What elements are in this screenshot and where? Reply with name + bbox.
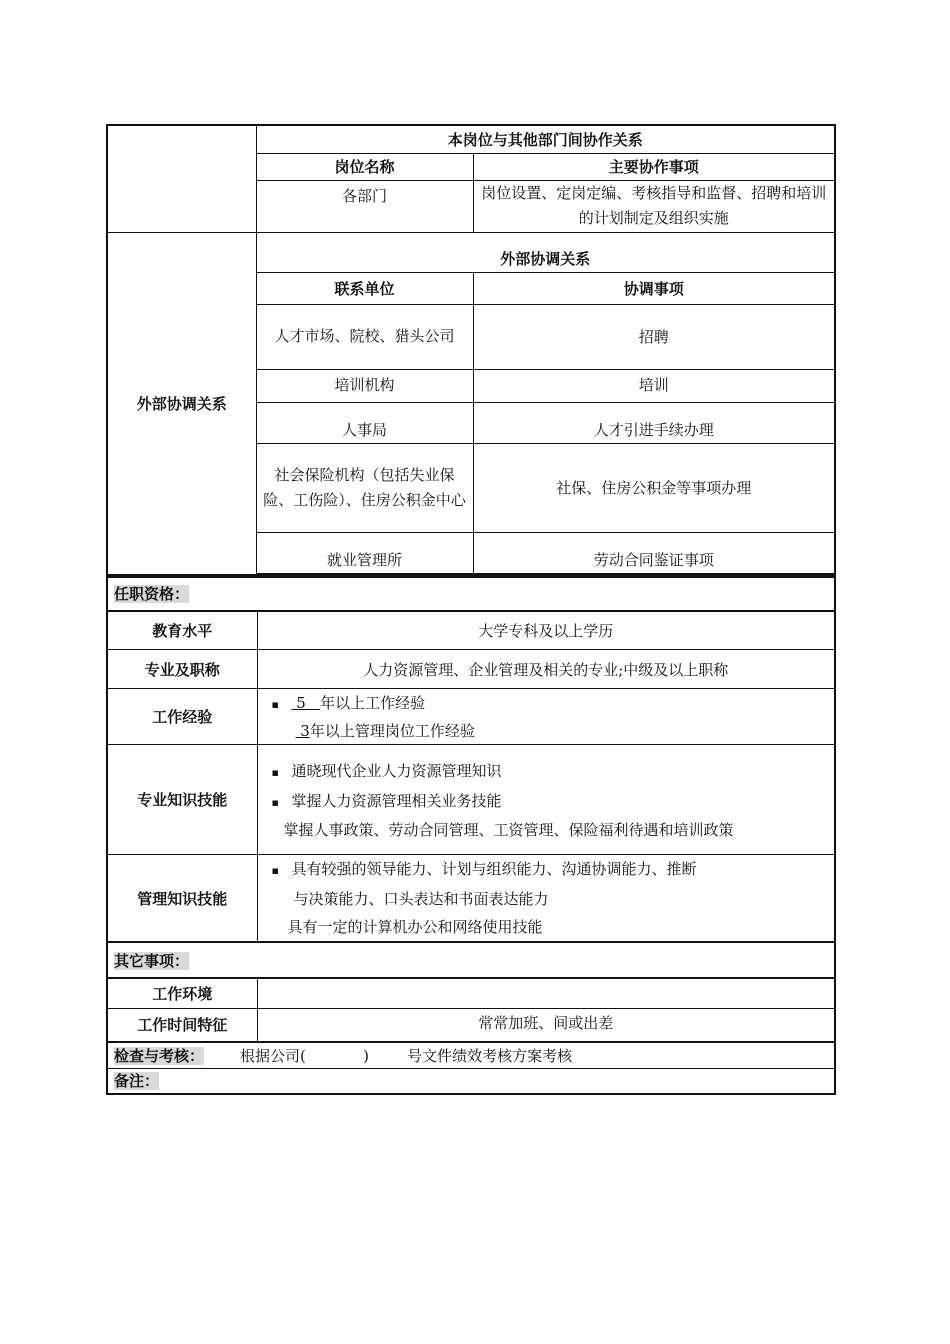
internal-col-position: 岗位名称 <box>256 153 473 180</box>
internal-row-name: 各部门 <box>256 180 473 232</box>
external-side-label: 外部协调关系 <box>107 232 256 575</box>
external-row-unit: 培训机构 <box>256 369 473 402</box>
experience-value <box>257 689 835 745</box>
external-row-unit: 人事局 <box>256 402 473 443</box>
job-description-table <box>106 124 834 1095</box>
main-table <box>106 124 836 576</box>
work-time-value: 常常加班、间或出差 <box>257 1008 835 1042</box>
management-item: 具有较强的领导能力、计划与组织能力、沟通协调能力、推断 <box>291 860 697 878</box>
education-value: 大学专科及以上学历 <box>257 611 835 650</box>
exp2-num: 3 <box>300 721 310 740</box>
external-row-item: 人才引进手续办理 <box>473 402 835 443</box>
experience-label: 工作经验 <box>107 689 257 745</box>
knowledge-label: 专业知识技能 <box>107 745 257 855</box>
internal-col-items: 主要协作事项 <box>473 153 835 180</box>
knowledge-item: 通晓现代企业人力资源管理知识 <box>291 761 502 780</box>
external-row-unit: 就业管理所 <box>256 532 473 573</box>
management-value <box>257 855 835 943</box>
major-value: 人力资源管理、企业管理及相关的专业;中级及以上职称 <box>257 650 835 689</box>
exp1-text: 年以上工作经验 <box>320 693 426 712</box>
internal-row-item: 岗位设置、定岗定编、考核指导和监督、招聘和培训的计划制定及组织实施 <box>473 180 835 232</box>
other-header: 其它事项： <box>114 951 190 970</box>
internal-side-cell <box>107 125 256 232</box>
knowledge-item: 掌握人力资源管理相关业务技能 <box>291 791 502 810</box>
external-title: 外部协调关系 <box>256 232 835 272</box>
external-col-unit: 联系单位 <box>256 272 473 304</box>
remarks-label: 备注： <box>114 1072 160 1091</box>
environment-label: 工作环境 <box>107 978 257 1008</box>
other-header-cell <box>107 942 835 978</box>
management-item: 具有一定的计算机办公和网络使用技能 <box>287 918 543 936</box>
qualification-header-cell <box>107 577 835 611</box>
review-label: 检查与考核： <box>114 1046 205 1065</box>
education-label: 教育水平 <box>107 611 257 650</box>
qualification-table <box>106 576 836 1096</box>
external-row-unit: 人才市场、院校、猎头公司 <box>256 304 473 369</box>
external-row-unit: 社会保险机构（包括失业保险、工伤险）、住房公积金中心 <box>256 443 473 532</box>
bullet-icon: ▪ <box>271 864 279 877</box>
internal-title: 本岗位与其他部门间协作关系 <box>256 125 835 153</box>
external-row-item: 培训 <box>473 369 835 402</box>
bullet-icon: ▪ <box>271 765 279 779</box>
qualification-header: 任职资格： <box>114 585 190 603</box>
bullet-icon: ▪ <box>271 697 279 711</box>
bullet-icon: ▪ <box>271 795 279 809</box>
management-item: 与决策能力、口头表达和书面表达能力 <box>293 890 549 908</box>
exp2-text: 年以上管理岗位工作经验 <box>309 721 475 740</box>
external-row-item: 社保、住房公积金等事项办理 <box>473 443 835 532</box>
management-label: 管理知识技能 <box>107 855 257 943</box>
major-label: 专业及职称 <box>107 650 257 689</box>
environment-value <box>257 978 835 1008</box>
knowledge-item: 掌握人事政策、劳动合同管理、工资管理、保险福利待遇和培训政策 <box>283 820 734 839</box>
knowledge-value <box>257 745 835 855</box>
remarks-cell <box>107 1068 835 1094</box>
review-text: 根据公司( ) 号文件绩效考核方案考核 <box>240 1046 573 1065</box>
review-cell <box>107 1042 835 1068</box>
external-row-item: 招聘 <box>473 304 835 369</box>
exp1-num: 5 <box>296 693 306 712</box>
external-row-item: 劳动合同鉴证事项 <box>473 532 835 573</box>
external-col-items: 协调事项 <box>473 272 835 304</box>
work-time-label: 工作时间特征 <box>107 1008 257 1042</box>
